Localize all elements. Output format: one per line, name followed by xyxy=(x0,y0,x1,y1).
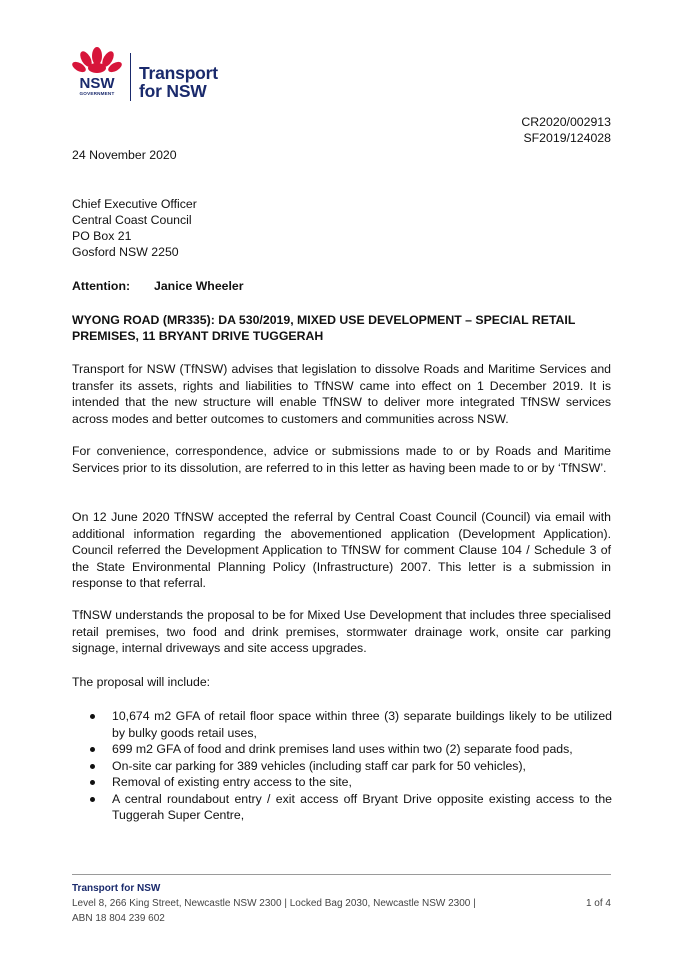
footer xyxy=(72,881,611,926)
list-item xyxy=(72,774,612,791)
list-item xyxy=(72,741,612,758)
attention-label: Attention: xyxy=(72,279,131,293)
logo-line-2: for NSW xyxy=(139,81,207,101)
paragraph: On 12 June 2020 TfNSW accepted the referral by Central Coast Council (Council) via email with additional information regarding the abovementioned application (Development Application). Council referred the Development Application to TfNSW for comment Clause 104 / Schedule 3 of the State Environmental Planning Policy (Infrastructure) 2007. This letter is a submission in response to that referral. xyxy=(72,510,611,590)
reference-sf: SF2019/124028 xyxy=(523,131,611,145)
logo-government-text: GOVERNMENT xyxy=(79,91,115,96)
reference-cr: CR2020/002913 xyxy=(521,115,611,129)
list-item xyxy=(72,758,612,775)
list-item xyxy=(72,791,612,824)
address-line: Central Coast Council xyxy=(72,213,192,227)
footer-abn: ABN 18 804 239 602 xyxy=(72,913,165,924)
bullet-icon xyxy=(90,797,95,802)
list-item-text: 699 m2 GFA of food and drink premises land uses within two (2) separate food pads, xyxy=(112,742,573,756)
address-line: Gosford NSW 2250 xyxy=(72,245,179,259)
bullet-icon xyxy=(90,747,95,752)
list-item-text: A central roundabout entry / exit access off Bryant Drive opposite existing access to the Tuggerah Super Centre, xyxy=(112,791,612,822)
list-item-text: Removal of existing entry access to the site, xyxy=(112,775,352,789)
paragraph: Transport for NSW (TfNSW) advises that legislation to dissolve Roads and Maritime Services and transfer its assets, rights and liabilities to TfNSW came into effect on 1 December 2019. It is intended that the new structure will enable TfNSW to deliver more integrated TfNSW services across modes and better outcomes to customers and communities across NSW. xyxy=(72,362,611,426)
transport-for-nsw-logo xyxy=(72,47,232,105)
list-item xyxy=(72,708,612,741)
paragraph: TfNSW understands the proposal to be for Mixed Use Development that includes three specialised retail premises, two food and drink premises, stormwater drainage work, onsite car parking signage, internal driveways and site access upgrades. xyxy=(72,608,611,655)
bullet-icon xyxy=(90,780,95,785)
attention-name: Janice Wheeler xyxy=(154,279,244,293)
logo-wordmark xyxy=(139,64,218,100)
attention-line xyxy=(72,279,244,293)
address-line: PO Box 21 xyxy=(72,229,132,243)
list-item-text: 10,674 m2 GFA of retail floor space within three (3) separate buildings likely to be utilized by bulky goods retail uses, xyxy=(112,709,612,740)
waratah-icon xyxy=(72,47,122,105)
subject-heading: WYONG ROAD (MR335): DA 530/2019, MIXED USE DEVELOPMENT – SPECIAL RETAIL PREMISES, 11 BRYANT DRIVE TUGGERAH xyxy=(72,313,576,343)
list-item-text: On-site car parking for 389 vehicles (including staff car park for 50 vehicles), xyxy=(112,758,526,773)
logo-line-1: Transport xyxy=(139,63,218,83)
recipient-address xyxy=(72,196,197,260)
paragraph: For convenience, correspondence, advice or submissions made to or by Roads and Maritime Services prior to its dissolution, are referred to in this letter as having been made to or by ‘TfNSW’. xyxy=(72,444,611,475)
bullet-icon xyxy=(90,764,95,769)
bullet-icon xyxy=(90,714,95,719)
footer-divider xyxy=(72,874,611,875)
reference-numbers xyxy=(521,114,611,146)
logo-nsw-text: NSW xyxy=(79,75,115,92)
logo-divider xyxy=(130,53,131,101)
footer-org: Transport for NSW xyxy=(72,883,161,894)
proposal-list xyxy=(72,708,612,824)
letter-date: 24 November 2020 xyxy=(72,148,177,162)
page-number: 1 of 4 xyxy=(585,898,611,909)
address-line: Chief Executive Officer xyxy=(72,197,197,211)
footer-address: Level 8, 266 King Street, Newcastle NSW 2300 | Locked Bag 2030, Newcastle NSW 2300 | xyxy=(72,898,476,909)
paragraph: The proposal will include: xyxy=(72,675,211,689)
